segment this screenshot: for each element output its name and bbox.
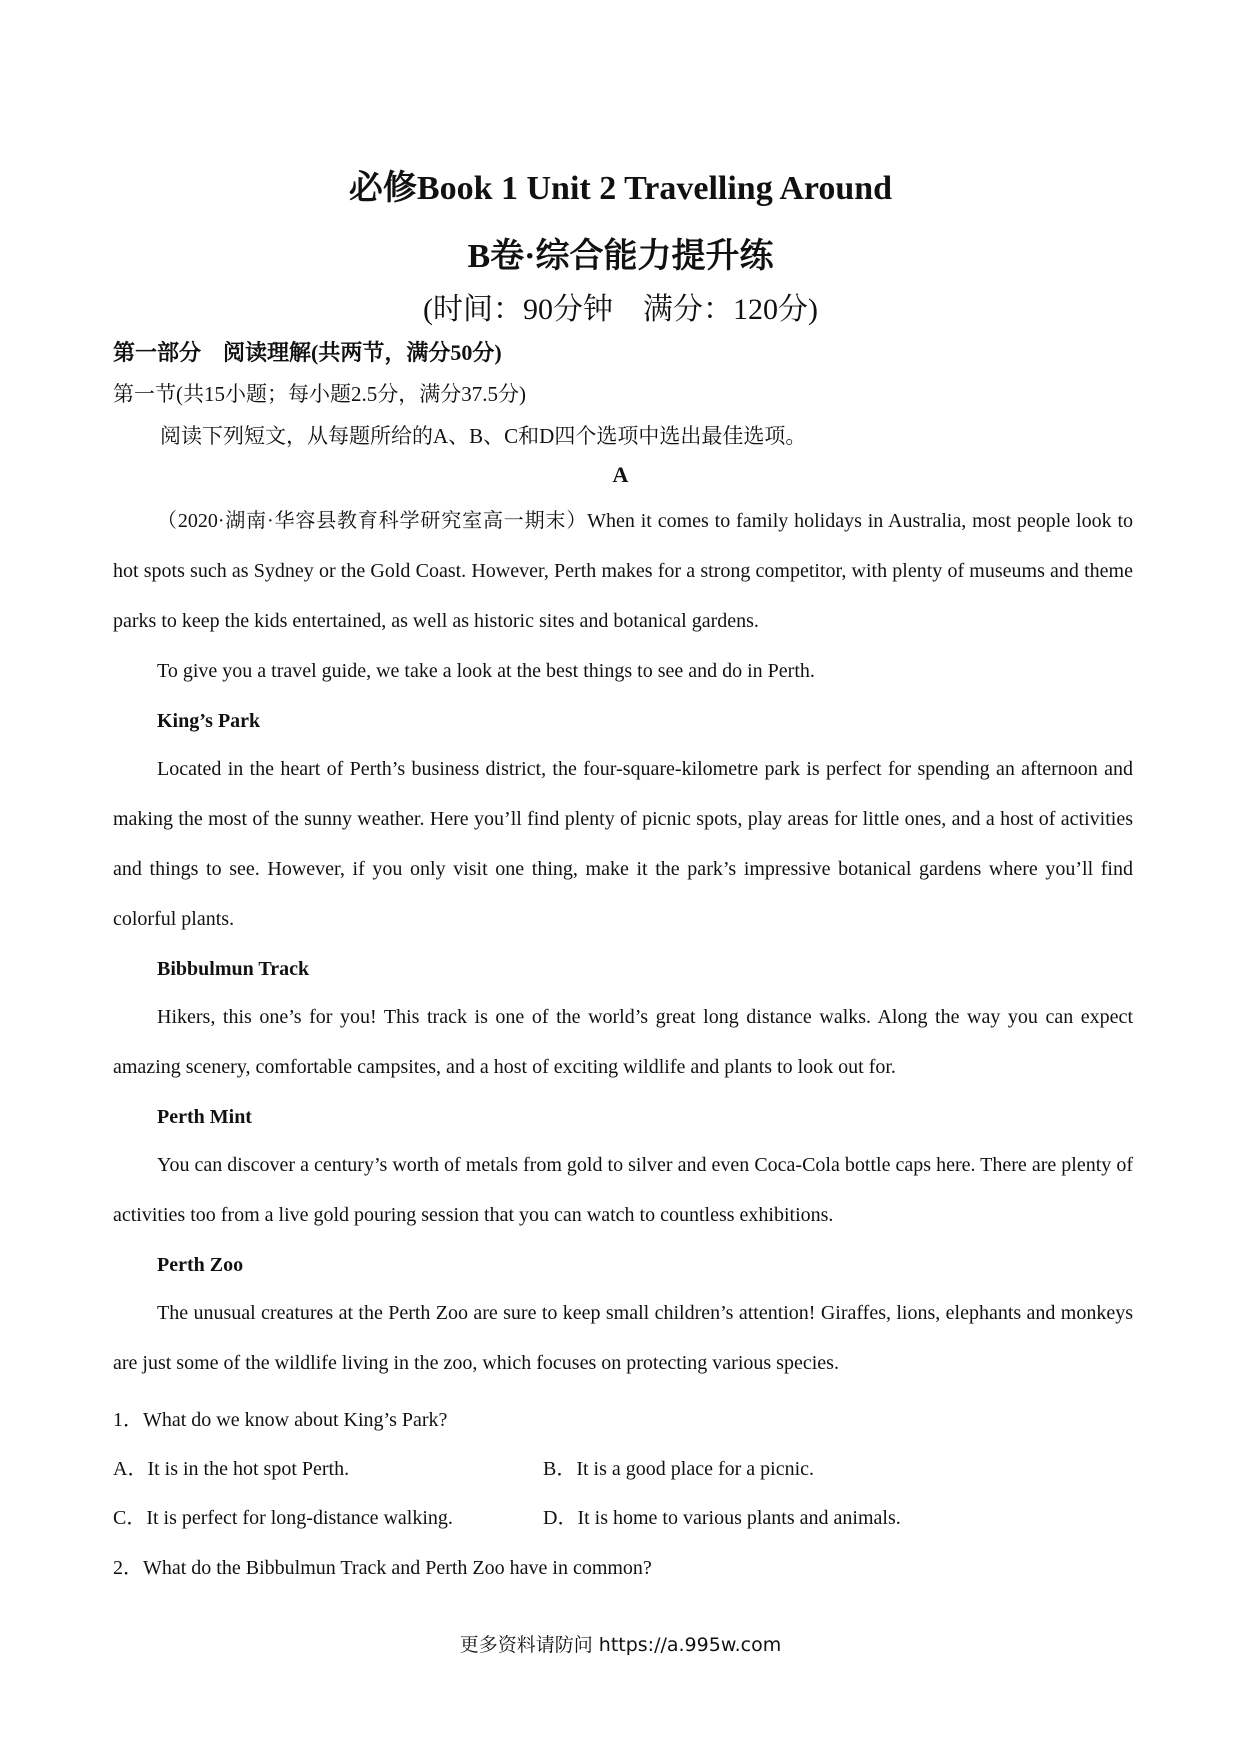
question-1-option-a[interactable]: A．It is in the hot spot Perth. — [113, 1458, 350, 1480]
time-info: (时间：90分钟 满分：120分) — [423, 293, 818, 326]
perth-mint-text: You can discover a century’s worth of metals from gold to silver and even Coca-Cola bottle caps here. There are plenty of activities too from a live gold pouring session that you can watch to countless exhibitions. — [113, 1154, 1133, 1226]
instruction-text: 阅读下列短文，从每题所给的A、B、C和D四个选项中选出最佳选项。 — [160, 424, 807, 448]
section-heading-perth-mint: Perth Mint — [157, 1106, 252, 1128]
perth-mint-paragraph — [113, 1140, 1133, 1240]
perth-zoo-text: The unusual creatures at the Perth Zoo are sure to keep small children’s attention! Giraffes, lions, elephants and monkeys are just some of the wildlife living in the zoo, which focuses on protecting various species. — [113, 1302, 1133, 1374]
question-1: 1．What do we know about King’s Park? — [113, 1409, 448, 1431]
intro-paragraph-2: To give you a travel guide, we take a look at the best things to see and do in Perth. — [157, 660, 815, 682]
perth-zoo-paragraph — [113, 1288, 1133, 1388]
passage-intro-paragraph — [113, 496, 1133, 646]
question-1-option-d[interactable]: D．It is home to various plants and animals. — [543, 1507, 901, 1529]
bibbulmun-track-paragraph — [113, 992, 1133, 1092]
question-1-option-c[interactable]: C．It is perfect for long-distance walking. — [113, 1507, 453, 1529]
question-2: 2．What do the Bibbulmun Track and Perth Zoo have in common? — [113, 1557, 652, 1579]
document-title: 必修Book 1 Unit 2 Travelling Around — [348, 170, 893, 207]
passage-intro-paragraph-2 — [113, 646, 1133, 696]
section-heading-perth-zoo: Perth Zoo — [157, 1254, 244, 1276]
document-subtitle: B卷·综合能力提升练 — [467, 238, 774, 275]
intro-paragraph-1: （2020·湖南·华容县教育科学研究室高一期末）When it comes to family holidays in Australia, most people look to hot spots such as Sydney or the Gold Coast. However, Perth makes for a strong competitor, with plenty of museums and theme parks to keep the kids entertained, as well as historic sites and botanical gardens. — [113, 510, 1133, 632]
footer-link[interactable]: 更多资料请防问 https://a.995w.com — [459, 1634, 782, 1656]
part-heading: 第一部分 阅读理解(共两节，满分50分) — [113, 340, 502, 365]
section-heading-kings-park: King’s Park — [157, 710, 261, 732]
passage-label: A — [612, 462, 629, 487]
question-1-option-b[interactable]: B．It is a good place for a picnic. — [543, 1458, 815, 1480]
bibbulmun-track-text: Hikers, this one’s for you! This track is one of the world’s great long distance walks. Along the way you can expect amazing scenery, comfortable campsites, and a host of exciting wildlife and plants to look out for. — [113, 1006, 1133, 1078]
section-heading: 第一节(共15小题；每小题2.5分，满分37.5分) — [113, 382, 526, 406]
kings-park-paragraph — [113, 744, 1133, 944]
kings-park-text: Located in the heart of Perth’s business district, the four-square-kilometre park is perfect for spending an afternoon and making the most of the sunny weather. Here you’ll find plenty of picnic spots, play areas for little ones, and a host of activities and things to see. However, if you only visit one thing, make it the park’s impressive botanical gardens where you’ll find colorful plants. — [113, 758, 1133, 930]
section-heading-bibbulmun-track: Bibbulmun Track — [157, 958, 310, 980]
